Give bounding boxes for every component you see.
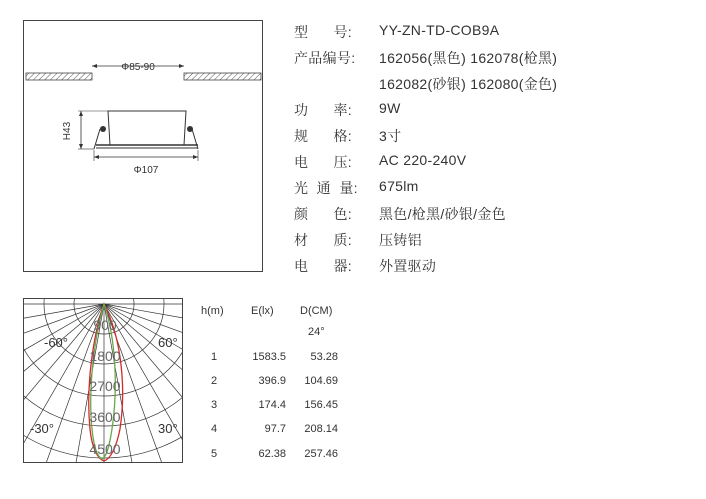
table-cell: 5	[211, 448, 218, 460]
spec-value: 外置驱动	[379, 258, 437, 274]
ring-label: 2700	[89, 378, 121, 394]
table-cell: 62.38	[258, 448, 286, 460]
table-cell: 104.69	[304, 375, 338, 387]
beam-angle: 24°	[308, 326, 325, 338]
table-header-d: D(CM)	[300, 305, 333, 317]
height-dimension: H43	[62, 121, 73, 141]
ring-label: 4500	[89, 441, 121, 457]
spec-label: 功 率:	[294, 102, 352, 118]
table-cell: 2	[211, 375, 218, 387]
table-cell: 3	[211, 399, 218, 411]
spec-label: 颜 色:	[294, 206, 352, 222]
table-header-e: E(lx)	[251, 305, 274, 317]
polar-chart	[24, 299, 183, 463]
spec-value: 675lm	[379, 178, 419, 194]
spec-value: 3寸	[379, 128, 402, 144]
spec-value: 黑色/枪黑/砂银/金色	[379, 206, 506, 222]
spec-label: 光 通 量:	[294, 180, 358, 196]
spec-value: 162082(砂银) 162080(金色)	[379, 76, 558, 92]
table-cell: 208.14	[304, 423, 338, 435]
spec-value: 162056(黑色) 162078(枪黑)	[379, 50, 558, 66]
spec-value: 9W	[379, 100, 401, 116]
spec-label: 产品编号:	[294, 50, 356, 66]
spec-label: 材 质:	[294, 232, 352, 248]
ring-label: 1800	[89, 348, 121, 364]
downlight-drawing	[24, 21, 264, 273]
angle-label: -60°	[44, 335, 68, 350]
spec-label: 电 压:	[294, 154, 352, 170]
ring-label: 3600	[89, 409, 121, 425]
diameter-dimension: Φ107	[133, 165, 159, 176]
table-cell: 174.4	[258, 399, 286, 411]
light-distribution-diagram	[23, 298, 183, 463]
angle-label: -30°	[30, 421, 54, 436]
ceiling-left	[26, 73, 92, 80]
spec-value: YY-ZN-TD-COB9A	[379, 22, 500, 38]
dimension-drawing	[23, 20, 263, 272]
spec-label: 规 格:	[294, 128, 352, 144]
table-cell: 1583.5	[252, 351, 286, 363]
table-cell: 4	[211, 423, 218, 435]
spec-label: 电 器:	[294, 258, 352, 274]
ceiling-right	[184, 73, 261, 80]
lamp-body	[108, 111, 186, 145]
spec-value: 压铸铝	[379, 232, 422, 248]
angle-label: 30°	[158, 421, 178, 436]
table-cell: 396.9	[258, 375, 286, 387]
table-cell: 1	[211, 351, 218, 363]
table-header-h: h(m)	[201, 305, 224, 317]
angle-label: 60°	[158, 335, 178, 350]
table-cell: 156.45	[304, 399, 338, 411]
table-cell: 97.7	[264, 423, 286, 435]
spec-label: 型 号:	[294, 24, 352, 40]
ring-label: 900	[93, 317, 117, 333]
spec-value: AC 220-240V	[379, 152, 467, 168]
cutout-dimension: Φ85-90	[121, 62, 155, 73]
table-cell: 53.28	[310, 351, 338, 363]
table-cell: 257.46	[304, 448, 338, 460]
